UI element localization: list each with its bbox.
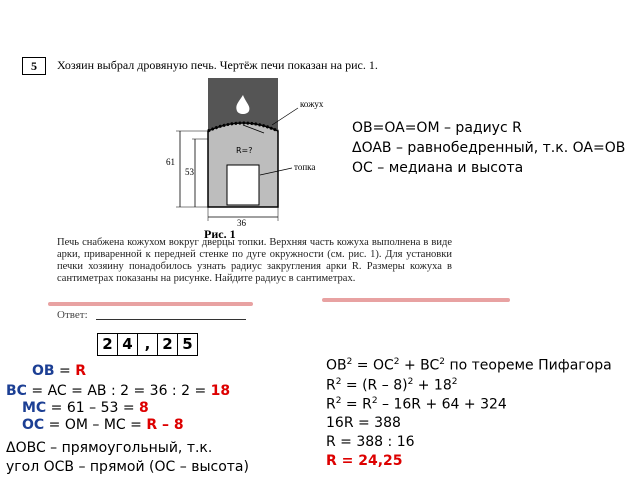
dim-height: 61: [166, 157, 175, 167]
note-right-angle: угол OCB – прямой (OC – высота): [6, 459, 249, 475]
answer-cell: 2: [98, 334, 118, 355]
answer-cell: ,: [138, 334, 158, 355]
answer-label: Ответ:: [57, 309, 88, 321]
task-number: 5: [22, 57, 46, 75]
answer-boxes: [97, 333, 198, 356]
label-topka: топка: [294, 162, 316, 172]
label-kozhukh: кожух: [300, 99, 324, 109]
eq-simplify: 16R = 388: [326, 415, 401, 431]
firebox-door: [227, 165, 259, 205]
answer-line: [96, 319, 246, 320]
highlight-left: [48, 302, 253, 306]
answer-cell: 4: [118, 334, 138, 355]
note-radius: OB=OA=OM – радиус R: [352, 120, 522, 136]
task-paragraph: Печь снабжена кожухом вокруг дверцы топки. Верхняя часть кожуха выполнена в виде арки, приваренной к передней стенке по дуге окружности (см. рис. 1). Для установки печки хозяину понадобилось узнать радиус закругления арки R. Размеры кожуха в сантиметрах показаны на рисунке. Найдите радиус в сантиметрах.: [57, 237, 452, 284]
note-right-triangle: ΔOBC – прямоугольный, т.к.: [6, 440, 213, 456]
dim-inner: 53: [185, 167, 194, 177]
eq-expand: $R^2 = R^2 - 16R + 64 + 324$: [326, 396, 507, 413]
eq-oc: OC = OM – MC = R – 8: [22, 417, 184, 433]
eq-divide: R = 388 : 16: [326, 434, 415, 450]
eq-pythagoras: $OB^2 = OC^2 + BC^2$ по теореме Пифагора: [326, 357, 612, 374]
figure-caption: Рис. 1: [204, 227, 236, 241]
stove-drawing: [160, 75, 340, 227]
answer-cell: 5: [182, 335, 193, 353]
eq-mc: MC = 61 – 53 = 8: [22, 400, 149, 416]
answer-cell: 2: [158, 334, 178, 355]
eq-ob: OB = R: [32, 363, 86, 379]
note-isosceles: ΔOAB – равнобедренный, т.к. OA=OB: [352, 140, 626, 156]
eq-result: R = 24,25: [326, 453, 403, 469]
highlight-right: [322, 298, 510, 302]
dim-width: 36: [237, 218, 246, 227]
note-median: OC – медиана и высота: [352, 160, 524, 176]
label-r: R=?: [236, 146, 253, 155]
task-statement: Хозяин выбрал дровяную печь. Чертёж печи показан на рис. 1.: [57, 58, 378, 72]
eq-substitute: $R^2 = (R - 8)^2 + 18^2$: [326, 377, 458, 394]
eq-bc: BC = AC = AB : 2 = 36 : 2 = 18: [6, 383, 231, 399]
